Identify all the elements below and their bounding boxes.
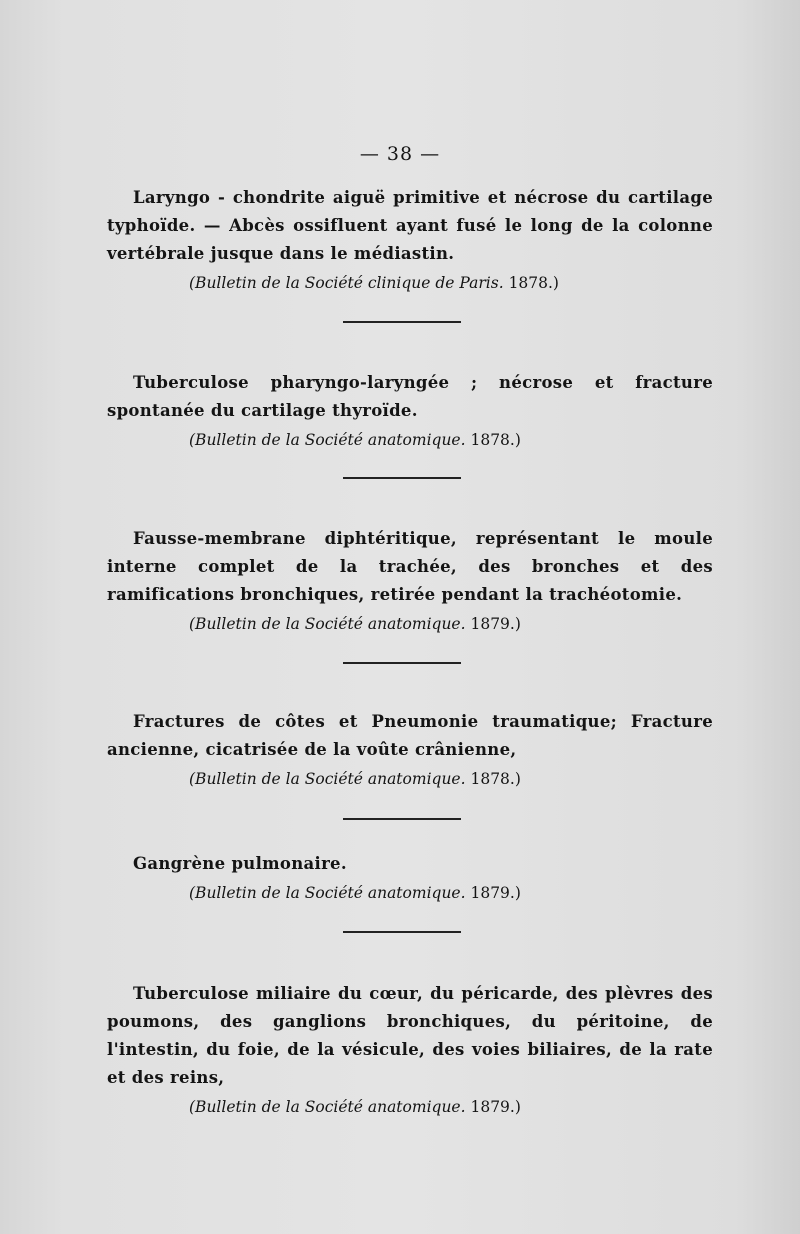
entry-citation	[107, 766, 713, 792]
entry-title: Fausse-membrane diphtéritique, représentant le moule interne complet de la trachée, des bronches et des ramifications bronchiques, retirée pendant la trachéotomie.	[107, 529, 713, 604]
citation-year: 1879.)	[470, 1098, 521, 1116]
bibliography-entry	[107, 184, 713, 296]
section-divider	[343, 818, 461, 820]
citation-year: 1878.)	[470, 431, 521, 449]
entry-citation	[107, 880, 713, 906]
entry-title: Laryngo - chondrite aiguë primitive et nécrose du cartilage typhoïde. — Abcès ossifluent ayant fusé le long de la colonne vertébrale jusque dans le médiastin.	[107, 188, 713, 263]
citation-year: 1879.)	[470, 884, 521, 902]
citation-source: (Bulletin de la Société anatomique.	[189, 770, 466, 788]
entry-title: Gangrène pulmonaire.	[133, 854, 347, 873]
entry-citation	[107, 427, 713, 453]
entry-title: Tuberculose pharyngo-laryngée ; nécrose et fracture spontanée du cartilage thyroïde.	[107, 373, 713, 420]
section-divider	[343, 321, 461, 323]
citation-year: 1878.)	[508, 274, 559, 292]
bibliography-entry	[107, 980, 713, 1120]
citation-source: (Bulletin de la Société anatomique.	[189, 1098, 466, 1116]
citation-year: 1878.)	[470, 770, 521, 788]
entry-citation	[107, 1094, 713, 1120]
bibliography-entry	[107, 369, 713, 453]
bibliography-entry	[107, 708, 713, 792]
citation-source: (Bulletin de la Société anatomique.	[189, 884, 466, 902]
citation-source: (Bulletin de la Société clinique de Paris.	[189, 274, 504, 292]
entry-citation	[107, 611, 713, 637]
citation-source: (Bulletin de la Société anatomique.	[189, 615, 466, 633]
page-number: — 38 —	[359, 143, 441, 165]
entry-title: Tuberculose miliaire du cœur, du péricarde, des plèvres des poumons, des ganglions bronchiques, du péritoine, de l'intestin, du foie, de la vésicule, des voies biliaires, de la rate et des reins,	[107, 984, 713, 1087]
bibliography-entry	[107, 850, 713, 906]
entry-title: Fractures de côtes et Pneumonie traumatique; Fracture ancienne, cicatrisée de la voûte crânienne,	[107, 712, 713, 759]
entry-citation	[107, 270, 713, 296]
section-divider	[343, 931, 461, 933]
citation-source: (Bulletin de la Société anatomique.	[189, 431, 466, 449]
section-divider	[343, 662, 461, 664]
bibliography-entry	[107, 525, 713, 637]
section-divider	[343, 477, 461, 479]
citation-year: 1879.)	[470, 615, 521, 633]
